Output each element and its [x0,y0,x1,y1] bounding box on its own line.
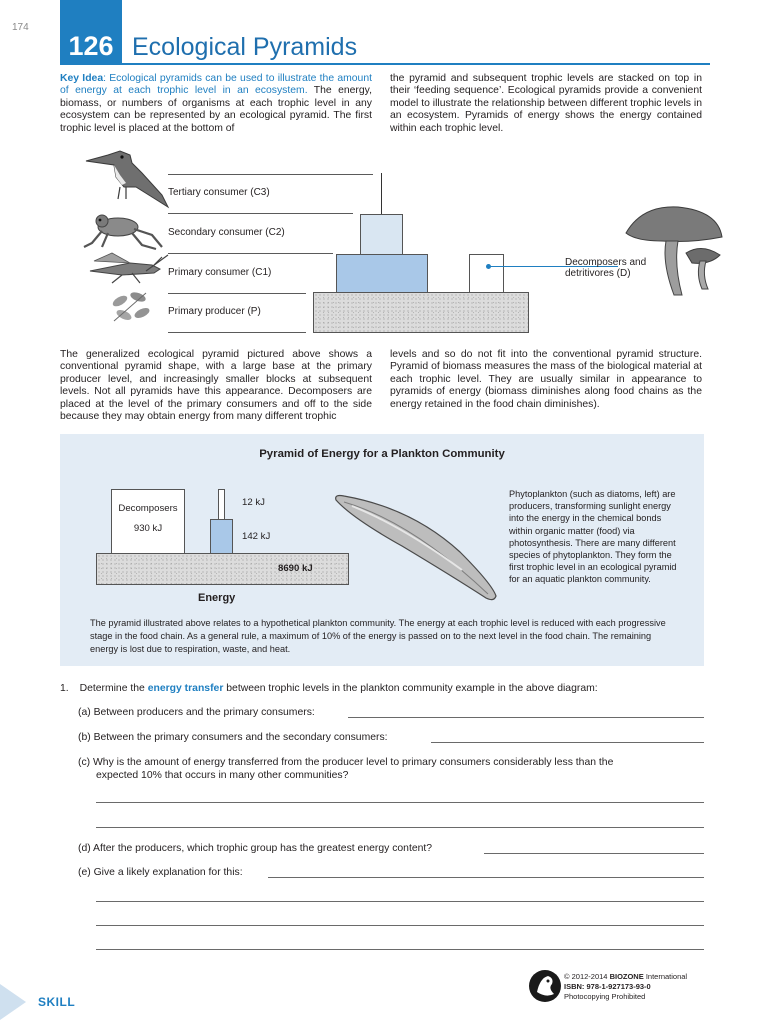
middle-right-text: levels and so do not fit into the conventional pyramid structure. Pyramid of biomass measures the mass of the biological material at each trophic level. They are usually similar in appearance to pyramids of energy (biomass diminishes along food chains as the energy retained in the food chain diminishes). [390,349,702,410]
kingfisher-icon [82,147,172,211]
question-1 [60,682,710,695]
label-line-p-bottom [168,332,306,333]
label-tertiary-consumer: Tertiary consumer (C3) [168,187,270,198]
answer-line-1a[interactable] [348,717,704,718]
question-1c-line1: (c) Why is the amount of energy transferred from the producer level to primary consumers considerably less than the [78,757,614,768]
question-1-pre: Determine the [79,683,148,694]
label-line-c3 [168,174,373,175]
answer-line-1c-1[interactable] [96,802,704,803]
page-number: 174 [12,22,29,33]
copyright-line [564,972,687,982]
isbn: ISBN: 978-1-927173-93-0 [564,982,651,991]
secondary-consumer-block [218,489,225,520]
copyright-pre: © 2012-2014 [564,972,610,981]
question-1b: (b) Between the primary consumers and the secondary consumers: [78,732,388,743]
pyramid-block-c2 [360,214,403,255]
answer-line-1e-2[interactable] [96,901,704,902]
question-1-number: 1. [60,683,69,694]
label-primary-producer: Primary producer (P) [168,306,261,317]
intro-left-body: The energy, biomass, or numbers of organisms at each trophic level in any ecosystem can be represented by an ecological pyramid. The first trophic level is placed at the bottom of [60,85,372,134]
plankton-energy-panel [60,434,704,666]
answer-line-1b[interactable] [431,742,704,743]
primary-consumer-block [210,519,233,554]
middle-left-text: The generalized ecological pyramid pictured above shows a conventional pyramid shape, with a large base at the primary producer level, and increasingly smaller blocks at subsequent levels. Not all pyramids have this appearance. Decomposers are placed at the level of the primary consumers and off to the side because they may obtain energy from many different trophic [60,349,372,423]
topic-number-tab: 126 [60,0,122,64]
energy-axis-label: Energy [198,592,236,604]
decomposers-block-label: Decomposers [118,503,178,514]
producer-energy-value: 8690 kJ [278,563,313,574]
label-primary-consumer: Primary consumer (C1) [168,267,272,278]
question-1e: (e) Give a likely explanation for this: [78,867,243,878]
c3-level-bar [381,173,382,214]
title-underline [60,63,710,65]
key-idea-text: : Ecological pyramids can be used to illustrate the amount of energy at each trophic level in an ecosystem. [60,73,372,97]
answer-line-1d[interactable] [484,853,704,854]
frog-icon [80,211,164,251]
page-title: Ecological Pyramids [132,33,358,61]
grasshopper-icon [82,251,172,285]
label-line-c1 [168,253,333,254]
panel-caption: The pyramid illustrated above relates to a hypothetical plankton community. The energy at each trophic level is reduced with each progressive stage in the food chain. As a general rule, a maximum of 10% of the energy is passed on to the next level in the food chain. The remaining energy is lost due to respiration, waste, and heat. [90,618,666,654]
pyramid-block-producer [313,292,529,333]
intro-right-body: the pyramid and subsequent trophic levels are stacked on top in their ‘feeding sequence’. Ecological pyramids provide a convenient model to illustrate the relationship between different trophic levels in an ecosystem. Pyramids of energy shows the energy contained within each trophic level. [390,73,702,134]
primary-energy-value: 142 kJ [242,531,271,542]
question-1a: (a) Between producers and the primary consumers: [78,707,315,718]
pyramid-block-c1 [336,254,428,293]
question-1c-line2: expected 10% that occurs in many other communities? [96,770,349,781]
label-secondary-consumer: Secondary consumer (C2) [168,227,285,238]
question-1-keyword: energy transfer [147,683,224,694]
general-pyramid-diagram [60,145,720,345]
decomposer-pointer-dot [486,264,491,269]
label-line-c2 [168,213,353,214]
panel-title: Pyramid of Energy for a Plankton Community [259,448,505,460]
skill-triangle [0,984,26,1020]
copyright-brand: BIOZONE [609,972,644,981]
question-1-post: between trophic levels in the plankton community example in the above diagram: [223,683,598,694]
skill-label: SKILL [38,995,76,1009]
label-decomposers: Decomposers and detritivores (D) [565,257,647,279]
pyramid-block-decomposers [469,254,504,293]
phytoplankton-description: Phytoplankton (such as diatoms, left) are producers, transforming sunlight energy into the energy in the chemical bonds within organic matter (food) via photosynthesis. There are many different species of phytoplankton. They form the first trophic level in an ecological pyramid for an aquatic plankton community. [509,489,677,585]
answer-line-1c-2[interactable] [96,827,704,828]
intro-left-column [60,73,372,135]
decomposers-block [111,489,185,554]
answer-line-1e-1[interactable] [268,877,704,878]
decomposers-block-value: 930 kJ [133,523,163,534]
copyright-post: International [643,972,688,981]
answer-line-1e-3[interactable] [96,925,704,926]
footer-text [564,972,687,1002]
label-line-p [168,293,306,294]
question-1d: (d) After the producers, which trophic group has the greatest energy content? [78,843,433,854]
diatom-icon [332,492,502,604]
photocopy-notice: Photocopying Prohibited [564,992,646,1001]
answer-line-1e-4[interactable] [96,949,704,950]
leaves-icon [106,287,156,327]
biozone-logo-icon [528,968,562,1004]
mushroom-icon [622,203,726,299]
key-idea-label: Key Idea [60,73,104,84]
secondary-energy-value: 12 kJ [242,497,265,508]
